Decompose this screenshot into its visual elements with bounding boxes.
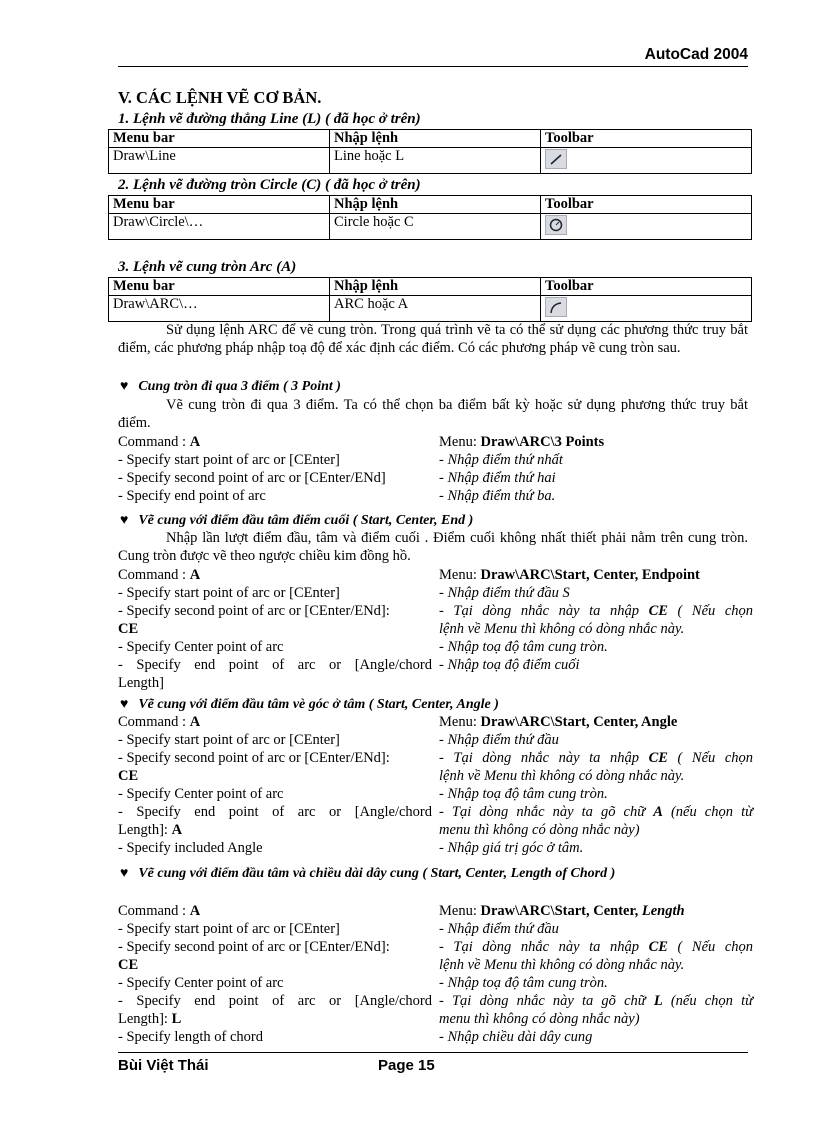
table-3-heading: 3. Lệnh vẽ cung tròn Arc (A) <box>118 259 297 275</box>
method-sce-notes <box>439 566 753 674</box>
cell-toolbar <box>541 214 752 240</box>
table-2-heading: 2. Lệnh vẽ đường tròn Circle (C) ( đã học ở trên) <box>118 177 421 193</box>
cell-menu: Draw\Circle\… <box>109 214 330 240</box>
prompt-line: CE <box>118 621 139 637</box>
prompt-line: CE <box>118 957 139 973</box>
cell-menu: Draw\Line <box>109 148 330 174</box>
method-3point-text: Cung tròn đi qua 3 điểm ( 3 Point ) <box>138 379 341 394</box>
note-line: - Nhập điểm thứ hai <box>439 470 556 486</box>
note-line: - Tại dòng nhắc này ta nhập CE ( Nếu chọn <box>439 603 754 619</box>
method-3point-prompts <box>118 433 432 505</box>
prompt-line: - Specify end point of arc <box>118 488 266 504</box>
prompt-line: - Specify Center point of arc <box>118 639 284 655</box>
note-line: - Nhập điểm thứ đầu S <box>439 585 570 601</box>
note-line: - Tại dòng nhắc này ta gõ chữ A (nếu chọn từ <box>439 804 754 820</box>
method-sca-prompts <box>118 713 432 857</box>
prompt-line: - Specify included Angle <box>118 840 263 856</box>
note-line: - Nhập điểm thứ ba. <box>439 488 556 504</box>
method-scl-title: ♥ Vẽ cung với điểm đầu tâm và chiều dài dây cung ( Start, Center, Length of Chord ) <box>120 866 616 881</box>
intro-paragraph: Sử dụng lệnh ARC để vẽ cung tròn. Trong quá trình vẽ ta có thể sử dụng các phương thức truy bắt điểm, các phương pháp nhập toạ độ để xác định các điểm. Có các phương pháp vẽ cung tròn sau. <box>118 322 748 356</box>
command-line: Command : A <box>118 714 201 730</box>
prompt-line: - Specify second point of arc or [CEnter/ENd] <box>118 470 386 486</box>
method-3point-notes <box>439 433 753 505</box>
menu-line: Menu: Draw\ARC\Start, Center, Angle <box>439 714 678 730</box>
table-line <box>108 129 752 174</box>
note-line: - Nhập chiều dài dây cung <box>439 1029 593 1045</box>
col-menu-bar: Menu bar <box>109 196 330 214</box>
prompt-line: - Specify end point of arc or [Angle/chord <box>118 993 432 1009</box>
page-footer <box>118 1052 748 1077</box>
note-line: - Nhập điểm thứ đầu <box>439 732 559 748</box>
note-line: - Nhập toạ độ tâm cung tròn. <box>439 975 608 991</box>
note-line: menu thì không có dòng nhắc này) <box>439 822 640 838</box>
col-menu-bar: Menu bar <box>109 130 330 148</box>
prompt-line: - Specify end point of arc or [Angle/chord <box>118 804 432 820</box>
cell-command: Circle hoặc C <box>330 214 541 240</box>
note-line: - Tại dòng nhắc này ta nhập CE ( Nếu chọn <box>439 750 754 766</box>
prompt-line: Length]: L <box>118 1011 182 1027</box>
method-sce-title: ♥ Vẽ cung với điểm đầu tâm điểm cuối ( Start, Center, End ) <box>120 513 474 528</box>
prompt-line: - Specify second point of arc or [CEnter/ENd]: <box>118 939 390 955</box>
command-line: Command : A <box>118 903 201 919</box>
note-line: - Nhập toạ độ tâm cung tròn. <box>439 786 608 802</box>
col-toolbar: Toolbar <box>541 196 752 214</box>
cell-menu: Draw\ARC\… <box>109 296 330 322</box>
prompt-line: - Specify start point of arc or [CEnter] <box>118 921 340 937</box>
prompt-line: - Specify second point of arc or [CEnter/ENd]: <box>118 750 390 766</box>
method-sce-desc: Nhập lần lượt điểm đầu, tâm và điểm cuối . Điểm cuối không nhất thiết phải nằm trên cung tròn. Cung tròn được vẽ theo ngược chiều kim đồng hồ. <box>118 530 748 564</box>
section-title: V. CÁC LỆNH VẼ CƠ BẢN. <box>118 88 322 107</box>
prompt-line: - Specify end point of arc or [Angle/chord <box>118 657 432 673</box>
prompt-line: - Specify Center point of arc <box>118 975 284 991</box>
cell-toolbar <box>541 296 752 322</box>
prompt-line: - Specify second point of arc or [CEnter/ENd]: <box>118 603 390 619</box>
note-line: lệnh về Menu thì không có dòng nhắc này. <box>439 957 685 973</box>
col-command: Nhập lệnh <box>330 196 541 214</box>
cell-toolbar <box>541 148 752 174</box>
note-line: lệnh về Menu thì không có dòng nhắc này. <box>439 621 685 637</box>
note-line: - Nhập toạ độ điểm cuối <box>439 657 580 673</box>
page-header <box>118 44 748 67</box>
footer-author: Bùi Việt Thái <box>118 1057 209 1074</box>
heart-bullet-icon: ♥ <box>120 866 129 881</box>
table-arc <box>108 277 752 322</box>
note-line: - Tại dòng nhắc này ta gõ chữ L (nếu chọn từ <box>439 993 754 1009</box>
prompt-line: Length] <box>118 675 164 691</box>
heart-bullet-icon: ♥ <box>120 513 129 528</box>
prompt-line: - Specify start point of arc or [CEnter] <box>118 585 340 601</box>
col-menu-bar: Menu bar <box>109 278 330 296</box>
header-title: AutoCad 2004 <box>644 46 748 63</box>
note-line: - Nhập giá trị góc ở tâm. <box>439 840 584 856</box>
method-scl-notes <box>439 902 753 1046</box>
col-toolbar: Toolbar <box>541 278 752 296</box>
method-3point-title <box>120 378 341 396</box>
command-line: Command : A <box>118 434 201 450</box>
col-command: Nhập lệnh <box>330 278 541 296</box>
heart-bullet-icon: ♥ <box>120 379 129 394</box>
note-line: lệnh về Menu thì không có dòng nhắc này. <box>439 768 685 784</box>
circle-tool-icon <box>545 215 567 235</box>
page-number: Page 15 <box>378 1057 435 1074</box>
note-line: menu thì không có dòng nhắc này) <box>439 1011 640 1027</box>
prompt-line: - Specify start point of arc or [CEnter] <box>118 732 340 748</box>
prompt-line: - Specify length of chord <box>118 1029 263 1045</box>
prompt-line: - Specify start point of arc or [CEnter] <box>118 452 340 468</box>
method-scl-prompts <box>118 902 432 1046</box>
col-toolbar: Toolbar <box>541 130 752 148</box>
menu-line: Menu: Draw\ARC\3 Points <box>439 434 605 450</box>
cell-command: ARC hoặc A <box>330 296 541 322</box>
table-circle <box>108 195 752 240</box>
menu-line: Menu: Draw\ARC\Start, Center, Length <box>439 903 685 919</box>
note-line: - Tại dòng nhắc này ta nhập CE ( Nếu chọn <box>439 939 754 955</box>
command-line: Command : A <box>118 567 201 583</box>
col-command: Nhập lệnh <box>330 130 541 148</box>
method-sca-notes <box>439 713 753 857</box>
note-line: - Nhập điểm thứ nhất <box>439 452 563 468</box>
line-tool-icon <box>545 149 567 169</box>
prompt-line: CE <box>118 768 139 784</box>
method-sca-title: ♥ Vẽ cung với điểm đầu tâm vè góc ở tâm ( Start, Center, Angle ) <box>120 697 499 712</box>
cell-command: Line hoặc L <box>330 148 541 174</box>
heart-bullet-icon: ♥ <box>120 697 129 712</box>
note-line: - Nhập toạ độ tâm cung tròn. <box>439 639 608 655</box>
method-3point-desc: Vẽ cung tròn đi qua 3 điểm. Ta có thể chọn ba điểm bất kỳ hoặc sử dụng phương thức truy bắt điểm. <box>118 397 748 431</box>
prompt-line: - Specify Center point of arc <box>118 786 284 802</box>
table-1-heading: 1. Lệnh vẽ đường thẳng Line (L) ( đã học ở trên) <box>118 111 421 127</box>
note-line: - Nhập điểm thứ đầu <box>439 921 559 937</box>
prompt-line: Length]: A <box>118 822 183 838</box>
arc-tool-icon <box>545 297 567 317</box>
method-sce-prompts <box>118 566 432 692</box>
menu-line: Menu: Draw\ARC\Start, Center, Endpoint <box>439 567 700 583</box>
